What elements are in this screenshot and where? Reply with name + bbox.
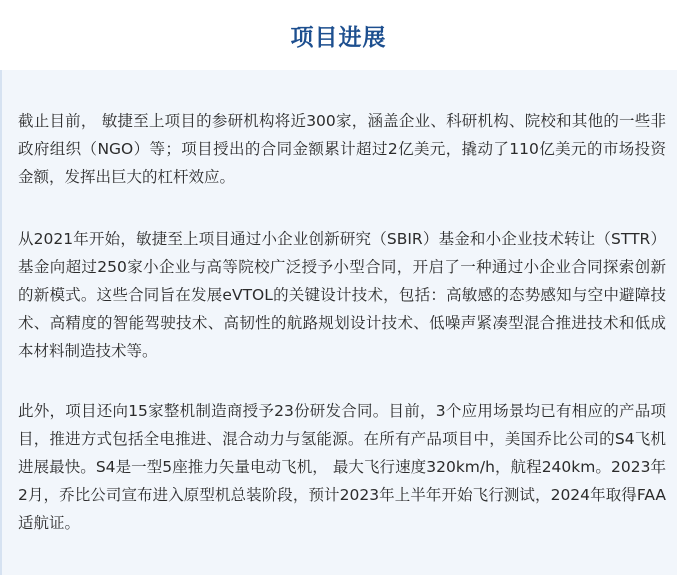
paragraph-contracts: 此外，项目还向15家整机制造商授予23份研发合同。目前，3个应用场景均已有相应的产品项目，推进方式包括全电推进、混合动力与氢能源。在所有产品项目中，美国乔比公司的S4飞机进展最快。S4是一型5座推力矢量电动飞机， 最大飞行速度320km/h，航程240km。2023年2月，乔比公司宣布进入原型机总装阶段，预计2023年上半年开始飞行测试，2024年取得FAA适航证。: [18, 402, 666, 532]
paragraph-sbir-sttr: 从2021年开始，敏捷至上项目通过小企业创新研究（SBIR）基金和小企业技术转让（STTR）基金向超过250家小企业与高等院校广泛授予小型合同，开启了一种通过小企业合同探索创新的新模式。这些合同旨在发展eVTOL的关键设计技术，包括：高敏感的态势感知与空中避障技术、高精度的智能驾驶技术、高韧性的航路规划设计技术、低噪声紧凑型混合推进技术和低成本材料制造技术等。: [18, 230, 666, 360]
section-title: 项目进展: [290, 25, 387, 51]
paragraph-participants: 截止目前， 敏捷至上项目的参研机构将近300家，涵盖企业、科研机构、院校和其他的一些非政府组织（NGO）等；项目授出的合同金额累计超过2亿美元，撬动了110亿美元的市场投资金额，发挥出巨大的杠杆效应。: [18, 112, 666, 186]
content-panel: [0, 70, 677, 575]
